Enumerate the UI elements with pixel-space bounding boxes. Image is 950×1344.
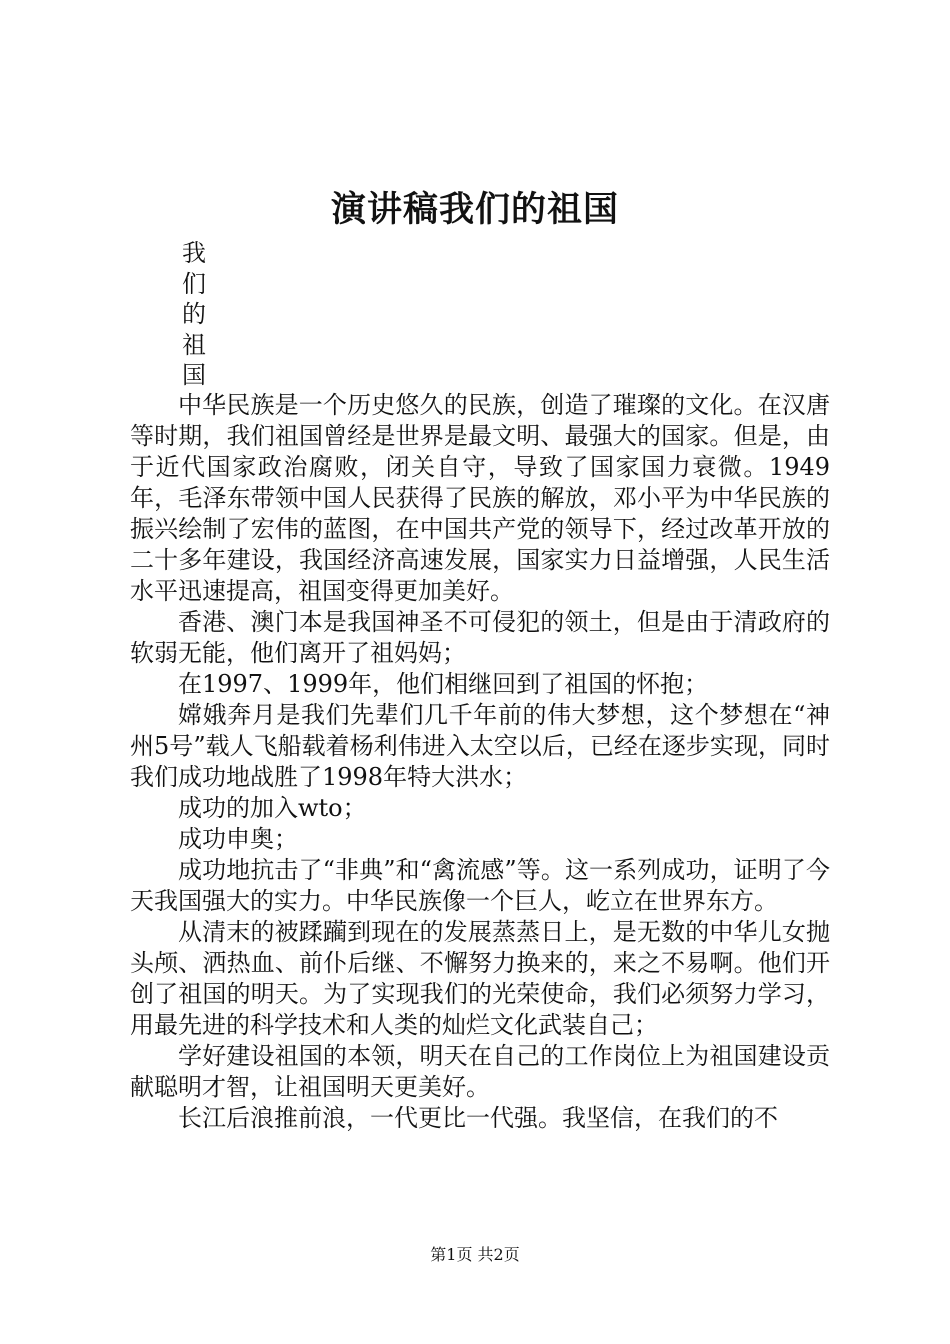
paragraph: 成功地抗击了“非典”和“禽流感”等。这一系列成功，证明了今天我国强大的实力。中华民族像一个巨人，屹立在世界东方。 bbox=[130, 856, 830, 915]
paragraph: 中华民族是一个历史悠久的民族，创造了璀璨的文化。在汉唐等时期，我们祖国曾经是世界是最文明、最强大的国家。但是，由于近代国家政治腐败，闭关自守，导致了国家国力衰微。1949年，毛泽东带领中国人民获得了民族的解放，邓小平为中华民族的振兴绘制了宏伟的蓝图，在中国共产党的领导下，经过改革开放的二十多年建设，我国经济高速发展，国家实力日益增强，人民生活水平迅速提高，祖国变得更加美好。 bbox=[130, 391, 830, 605]
page-number-footer: 第1页 共2页 bbox=[430, 1245, 520, 1264]
document-body bbox=[130, 390, 830, 1134]
paragraph: 长江后浪推前浪，一代更比一代强。我坚信，在我们的不 bbox=[178, 1104, 778, 1132]
paragraph: 嫦娥奔月是我们先辈们几千年前的伟大梦想，这个梦想在“神州5号”载人飞船载着杨利伟进入太空以后，已经在逐步实现，同时我们成功地战胜了1998年特大洪水； bbox=[130, 701, 830, 791]
paragraph: 在1997、1999年，他们相继回到了祖国的怀抱； bbox=[178, 670, 709, 698]
vertical-heading-char: 国 bbox=[182, 361, 206, 389]
vertical-heading bbox=[182, 238, 214, 391]
vertical-heading-char: 的 bbox=[182, 300, 206, 328]
paragraph: 香港、澳门本是我国神圣不可侵犯的领土，但是由于清政府的软弱无能，他们离开了祖妈妈； bbox=[130, 608, 830, 667]
paragraph: 从清末的被蹂躏到现在的发展蒸蒸日上，是无数的中华儿女抛头颅、洒热血、前仆后继、不懈努力换来的，来之不易啊。他们开创了祖国的明天。为了实现我们的光荣使命，我们必须努力学习，用最先进的科学技术和人类的灿烂文化武装自己； bbox=[130, 918, 830, 1039]
paragraph: 学好建设祖国的本领，明天在自己的工作岗位上为祖国建设贡献聪明才智，让祖国明天更美好。 bbox=[130, 1042, 830, 1101]
paragraph: 成功申奥； bbox=[178, 825, 298, 853]
vertical-heading-char: 们 bbox=[182, 269, 206, 298]
vertical-heading-char: 祖 bbox=[182, 330, 206, 359]
page-title: 演讲稿我们的祖国 bbox=[330, 189, 619, 230]
paragraph: 成功的加入wto； bbox=[178, 794, 367, 822]
vertical-heading-char: 我 bbox=[182, 239, 206, 267]
